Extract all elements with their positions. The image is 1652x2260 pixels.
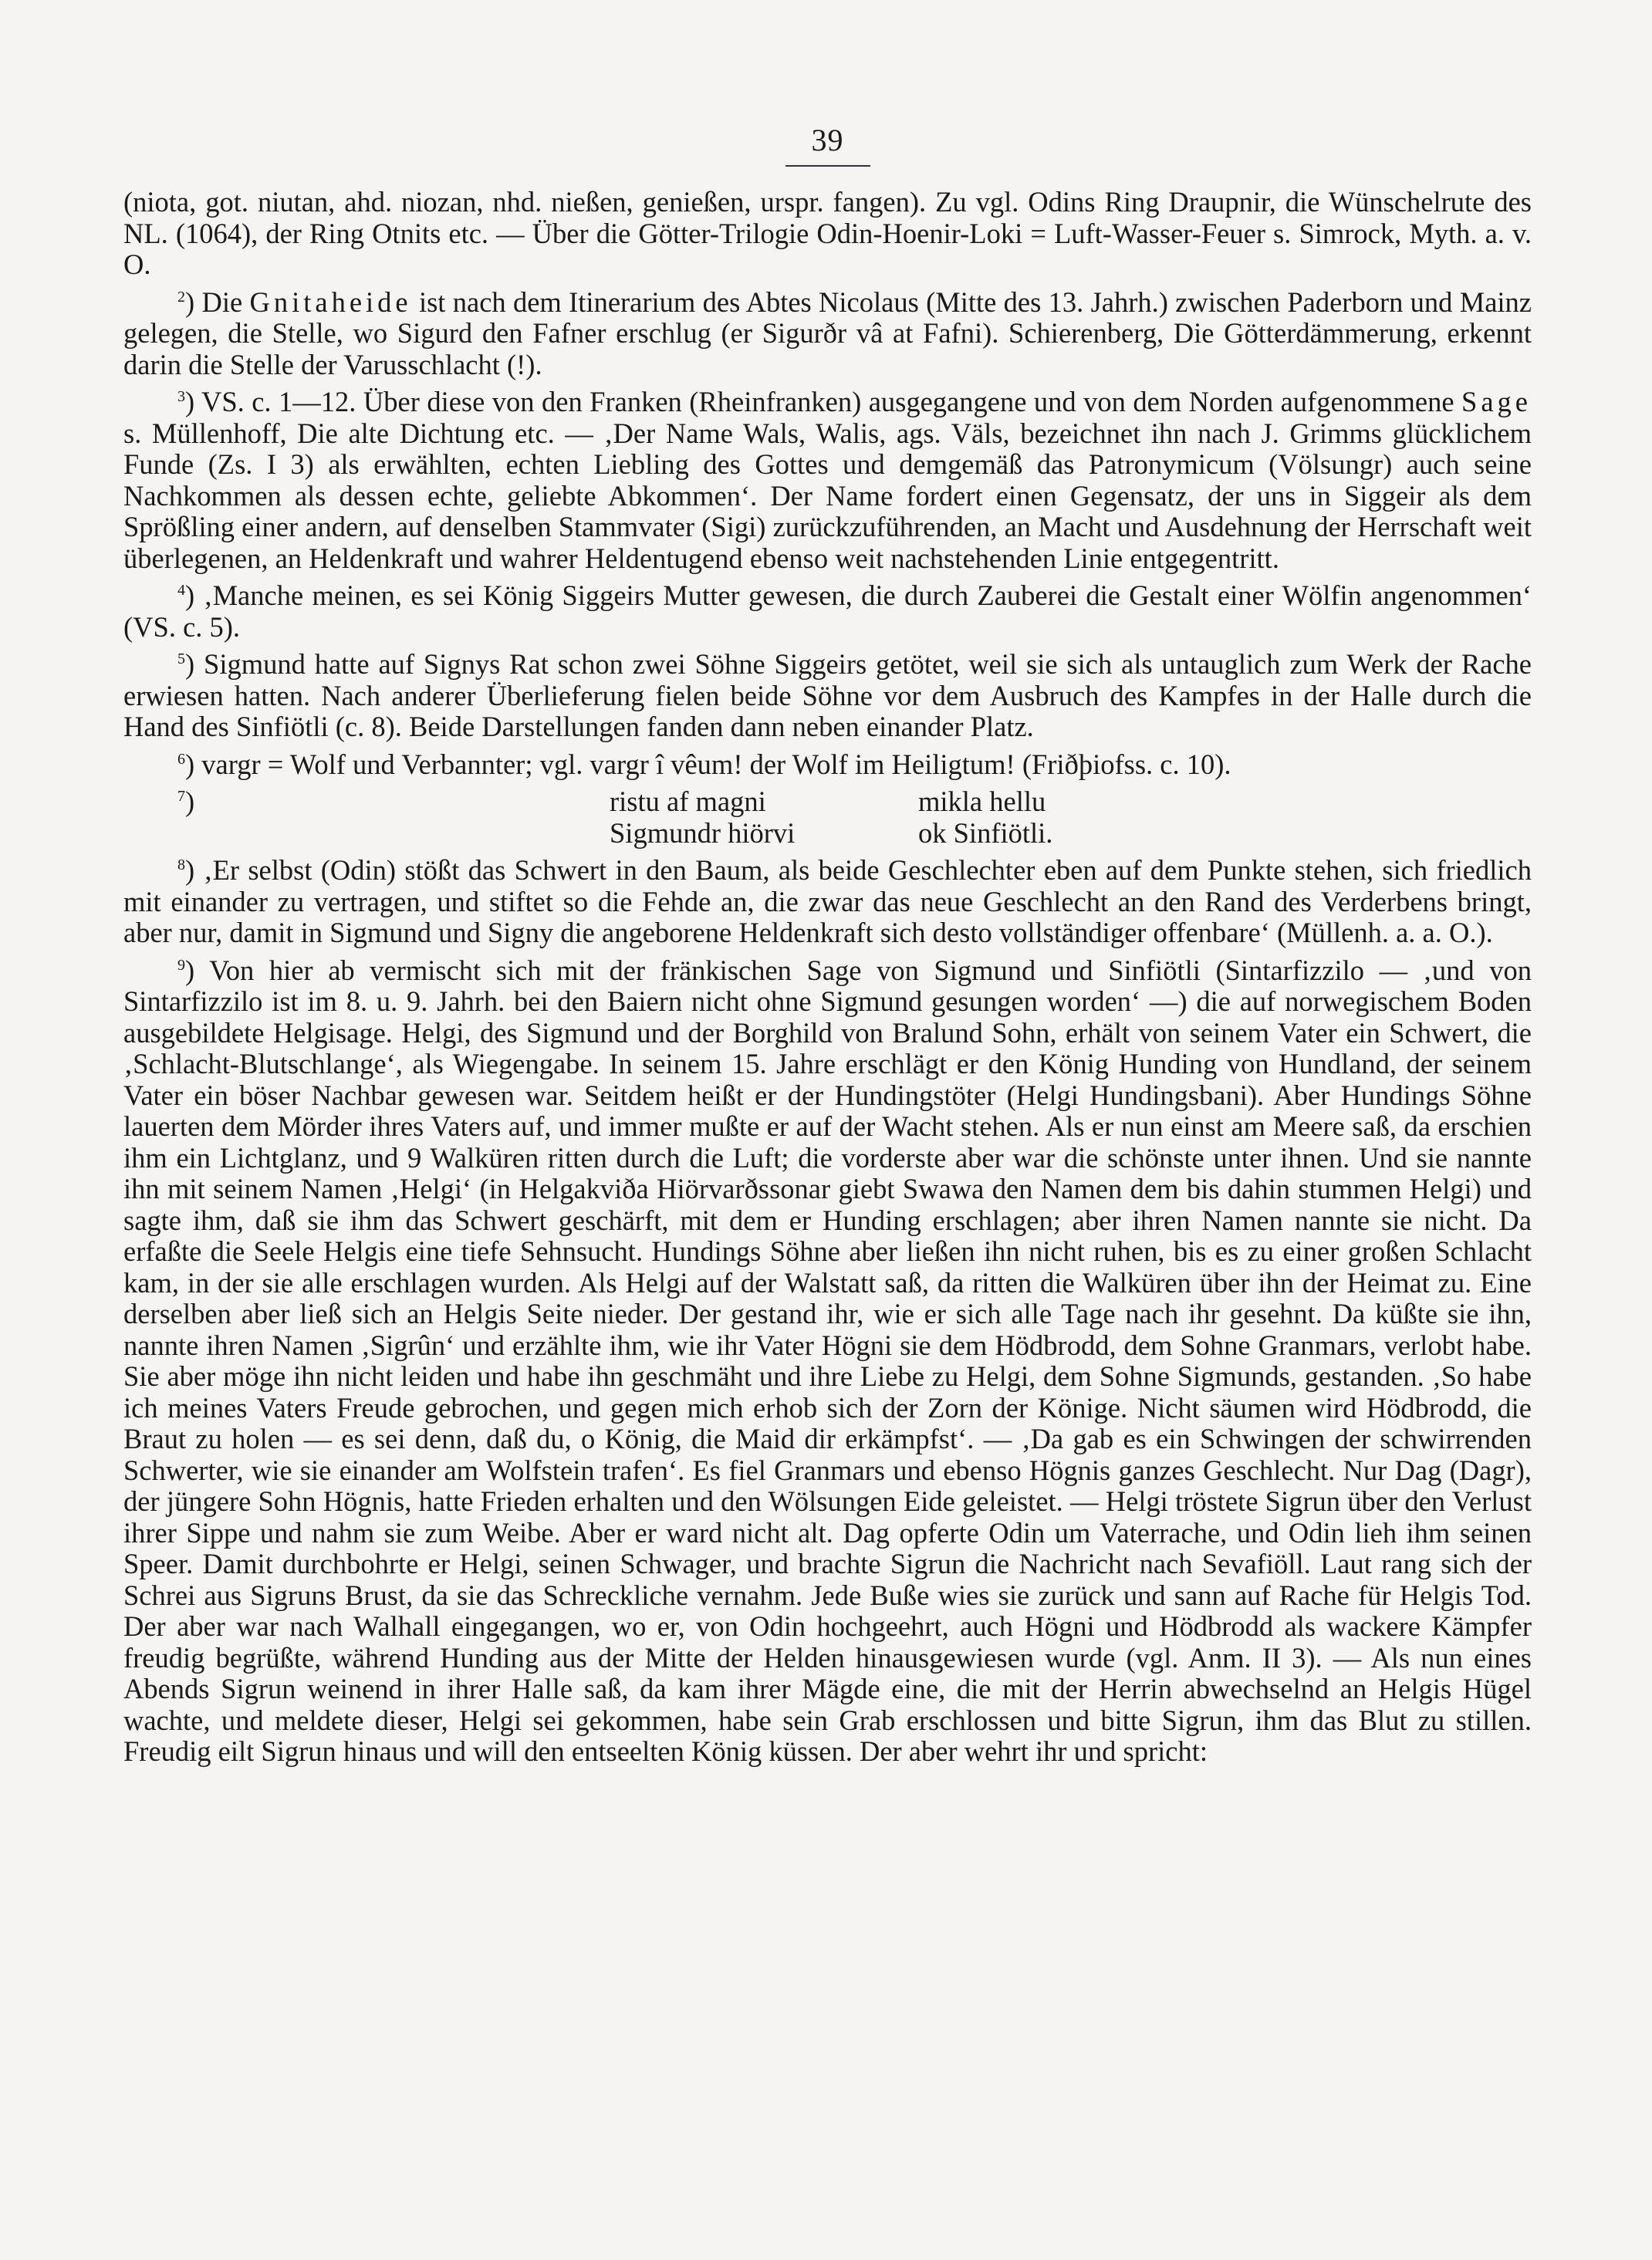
footnote-marker: 8 [177,856,185,873]
footnote-6 [123,749,1532,781]
footnote-5 [123,649,1532,743]
footnote-3 [123,387,1532,574]
page-number-rule [785,165,870,167]
footnote-8 [123,855,1532,949]
footnote-text-pre: ) [185,579,204,611]
footnote-text: Sigmund hatte auf Signys Rat schon zwei Söhne Siggeirs getötet, weil sie sich als untauglich zum Werk der Rache erwiesen hatten. Nach anderer Überlieferung fielen beide Söhne vor dem Ausbruch des Kampfes in der Halle durch die Hand des Sinfiötli (c. 8). Beide Darstellungen fanden dann neben einander Platz. [123,648,1532,742]
footnote-marker: 7 [177,787,185,805]
spaced-term: Gnitaheide [249,285,412,318]
footnote-marker: 4 [177,581,185,599]
footnote-marker: 6 [177,750,185,768]
verse-line: ok Sinfiötli. [918,816,1053,849]
footnote-continuation [123,187,1532,281]
footnote-text: ) Von hier ab vermischt sich mit der fränkischen Sage von Sigmund und Sinfiötli (Sintarfizzilo — ‚und von Sintarfizzilo ist im 8. u. 9. Jahrh. bei den Baiern nicht ohne Sigmund gesungen worden‘ —) die auf norwegischem Boden ausgebildete Helgisage. Helgi, des Sigmund und der Borghild von Bralund Sohn, erhält von seinem Vater ein Schwert, die ‚Schlacht-Blutschlange‘, als Wiegengabe. In seinem 15. Jahre erschlägt er den König Hunding von Hundland, der seinem Vater ein böser Nachbar gewesen war. Seitdem heißt er der Hundingstöter (Helgi Hundingsbani). Aber Hundings Söhne lauerten dem Mörder ihres Vaters auf, und immer mußte er auf der Wacht stehen. Als er nun einst am Meere saß, da erschien ihm ein Lichtglanz, und 9 Walküren ritten durch die Luft; die vorderste aber war die schönste unter ihnen. Und sie nannte ihn mit seinem Namen ‚Helgi‘ (in Helgakviða Hiörvarðssonar giebt Swawa den Namen dem bis dahin stummen Helgi) und sagte ihm, daß sie ihm das Schwert geschärft, mit dem er Hunding erschlagen; aber ihren Namen nannte sie nicht. Da erfaßte die Seele Helgis eine tiefe Sehnsucht. Hundings Söhne aber ließen ihn nicht ruhen, bis es zu einer großen Schlacht kam, in der sie alle erschlagen wurden. Als Helgi auf der Walstatt saß, da ritten die Walküren über ihn der Heimat zu. Eine derselben aber ließ sich an Helgis Seite nieder. Der gestand ihr, wie er sich alle Tage nach ihr gesehnt. Da küßte sie ihn, nannte ihren Namen ‚Sigrûn‘ und erzählte ihm, wie ihr Vater Högni sie dem Hödbrodd, dem Sohne Granmars, verlobt habe. Sie aber möge ihn nicht leiden und habe ihn geschmäht und ihre Liebe zu Helgi, dem Sohne Sigmunds, gestanden. ‚So habe ich meines Vaters Freude gebrochen, und gegen mich erhob sich der Zorn der Könige. Nicht säumen wird Hödbrodd, die Braut zu holen — es sei denn, daß du, o König, die Maid dir erkämpfst‘. — ‚Da gab es ein Schwingen der schwirrenden Schwerter, wie sie einander am Wolfstein trafen‘. Es fiel Granmars und ebenso Högnis ganzes Geschlecht. Nur Dag (Dagr), der jüngere Sohn Högnis, hatte Frieden erhalten und den Wölsungen Eide geleistet. — Helgi tröstete Sigrun über den Verlust ihrer Sippe und nahm sie zum Weibe. Aber er ward nicht alt. Dag opferte Odin um Vaterrache, und Odin lieh ihm seinen Speer. Damit durchbohrte er Helgi, seinen Schwager, und brachte Sigrun die Nachricht nach Sevafiöll. Laut rang sich der Schrei aus Sigruns Brust, da sie das Schreckliche vernahm. Jede Buße wies sie zurück und sann auf Rache für Helgis Tod. Der aber war nach Walhall eingegangen, wo er, von Odin hochgeehrt, auch Högni und Hödbrodd als wackere Kämpfer freudig begrüßte, während Hunding aus der Mitte der Helden hinausgewiesen wurde (vgl. Anm. II 3). — Als nun eines Abends Sigrun weinend in ihrer Halle saß, da kam ihrer Mägde eine, die mit der Herrin abwechselnd an Helgis Hügel wachte, und meldete dieser, Helgi sei gekommen, habe sein Grab erschlossen und bitte Sigrun, ihm das Blut zu stillen. Freudig eilt Sigrun hinaus und will den entseelten König küssen. Der aber wehrt ihr und spricht: [123,954,1532,1767]
footnote-7-verse [123,786,1532,849]
footnote-text: ‚Manche meinen, es sei König Siggeirs Mutter gewesen, die durch Zauberei die Gestalt einer Wölfin angenommen‘ (VS. c. 5). [123,579,1532,643]
footnote-text: vargr = Wolf und Verbannter; vgl. vargr î vêum! der Wolf im Heiligtum! (Friðþiofss. c. 10). [201,748,1231,780]
footnote-text: s. Müllenhoff, Die alte Dichtung etc. — ‚Der Name Wals, Walis, ags. Väls, bezeichnet ihn nach J. Grimms glücklichem Funde (Zs. I 3) als erwählten, echten Liebling des Gottes und demgemäß das Patronymicum (Völsungr) auch seine Nachkommen als dessen echte, geliebte Abkommen‘. Der Name fordert einen Gegensatz, der uns in Siggeir als dem Sprößling einer andern, auf denselben Stammvater (Sigi) zurückzuführenden, an Macht und Ausdehnung der Herrschaft weit überlegenen, an Heldenkraft und wahrer Heldentugend ebenso weit nachstehenden Linie entgegentritt. [123,417,1532,574]
page-number: 39 [811,123,844,157]
verse-marker-wrap: $^7$) [177,785,195,817]
footnote-marker: 9 [177,956,185,974]
footnote-9 [123,955,1532,1768]
spaced-term: Sage [1461,386,1532,417]
footnote-text-pre: ) [185,648,204,680]
footnote-text: ist nach dem Itinerarium des Abtes Nicolaus (Mitte des 13. Jahrh.) zwischen Paderborn und Mainz gelegen, die Stelle, wo Sigurd den Fafner erschlug (er Sigurðr vâ at Fafni). Schierenberg, Die Götterdämmerung, erkennt darin die Stelle der Varusschlacht (!). [123,285,1532,380]
verse-column-a [610,786,887,849]
footnote-text-pre: ) [185,748,202,780]
footnote-2 [123,287,1532,381]
footnote-marker: 5 [177,650,185,667]
footnote-text-pre: ) Die [185,285,250,318]
verse-column-b [918,786,1227,849]
footnote-text: (niota, got. niutan, ahd. niozan, nhd. nießen, genießen, urspr. fangen). Zu vgl. Odins Ring Draupnir, die Wünschelrute des NL. (1064), der Ring Otnits etc. — Über die Götter-Trilogie Odin-Hoenir-Loki = Luft-Wasser-Feuer s. Simrock, Myth. a. v. O. [123,186,1532,280]
document-page [123,123,1532,2207]
verse-line: Sigmundr hiörvi [610,816,796,849]
footnote-marker: 3 [177,387,185,405]
verse-line: ristu af magni [610,785,766,817]
verse-line: mikla hellu [918,785,1046,817]
footnote-4 [123,580,1532,643]
footnote-text: ) ‚Er selbst (Odin) stößt das Schwert in den Baum, als beide Geschlechter eben auf dem Punkte stehen, sich friedlich mit einander zu vertragen, und stiftet so die Fehde an, die zwar das neue Geschlecht an den Rand des Verderbens bringt, aber nur, damit in Sigmund und Signy die angeborene Heldenkraft sich desto vollständiger offenbare‘ (Müllenh. a. a. O.). [123,854,1532,948]
footnote-text-pre: ) VS. c. 1—12. Über diese von den Franken (Rheinfranken) ausgegangene und von dem Norden aufgenommene [185,386,1462,417]
footnote-marker: 2 [177,288,185,306]
